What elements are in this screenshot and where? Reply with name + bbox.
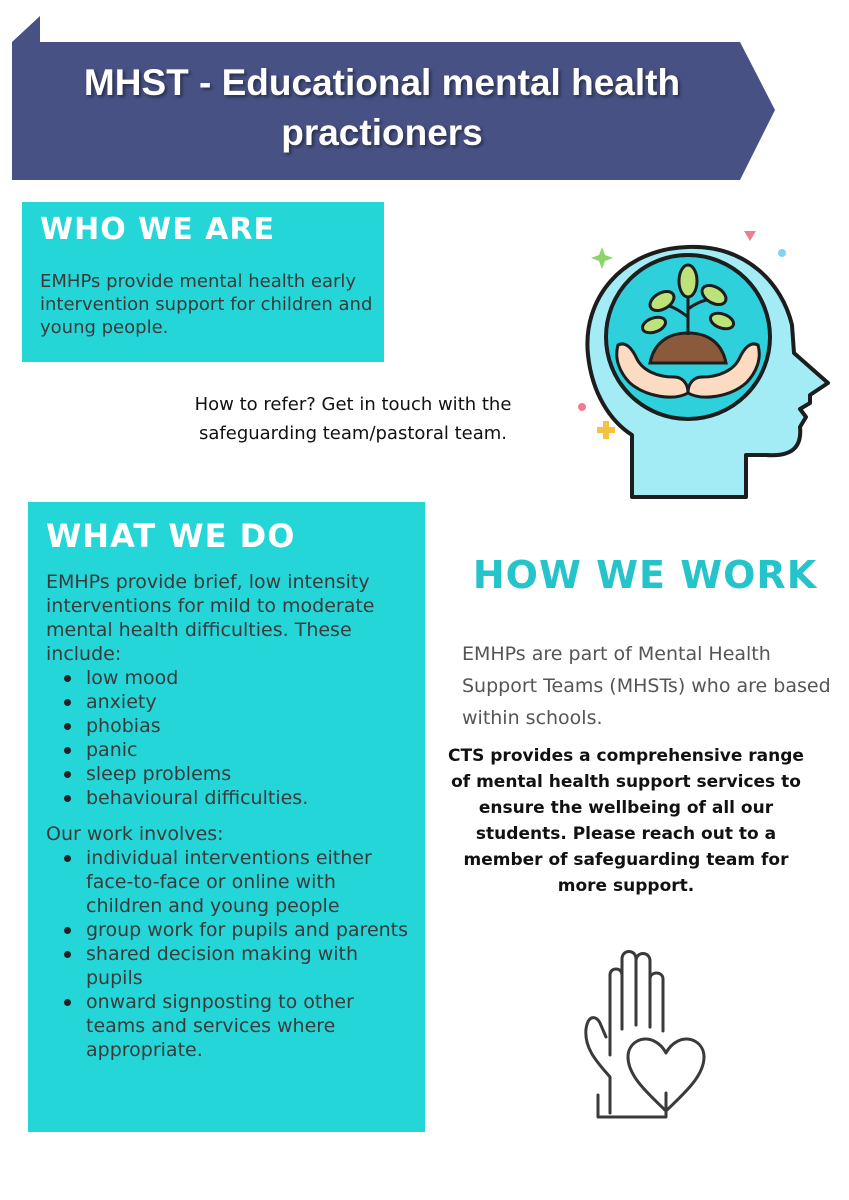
work-list: [46, 846, 415, 1062]
who-we-are-box: [22, 202, 384, 362]
how-we-work-text: EMHPs are part of Mental Health Support Teams (MHSTs) who are based within schools.: [462, 643, 831, 729]
hand-holding-heart-icon: [570, 945, 720, 1129]
how-to-refer-text: How to refer? Get in touch with the safeguarding team/pastoral team.: [194, 394, 512, 444]
page-title: MHST - Educational mental health practioners: [83, 62, 681, 153]
list-item: onward signposting to other teams and services where appropriate.: [62, 990, 415, 1062]
what-we-do-box: [28, 502, 425, 1132]
list-item: low mood: [62, 666, 415, 690]
list-item: anxiety: [62, 690, 415, 714]
head-with-plant-in-hands-icon: [570, 225, 840, 504]
cts-support-text: CTS provides a comprehensive range of mental health support services to ensure the wellbeing of all our students. Please reach out to a member of safeguarding team for more support.: [448, 746, 804, 896]
title-banner: [0, 0, 849, 190]
what-we-do-intro: EMHPs provide brief, low intensity interventions for mild to moderate mental health difficulties. These include:: [46, 571, 375, 665]
list-item: individual interventions either face-to-face or online with children and young people: [62, 846, 415, 918]
list-item: behavioural difficulties.: [62, 786, 415, 810]
list-item: sleep problems: [62, 762, 415, 786]
who-we-are-heading: WHO WE ARE: [40, 212, 275, 247]
what-we-do-heading: WHAT WE DO: [46, 517, 296, 555]
our-work-intro: Our work involves:: [46, 823, 224, 845]
list-item: panic: [62, 738, 415, 762]
list-item: group work for pupils and parents: [62, 918, 415, 942]
list-item: shared decision making with pupils: [62, 942, 415, 990]
how-we-work-heading: HOW WE WORK: [472, 553, 818, 597]
list-item: phobias: [62, 714, 415, 738]
difficulties-list: [46, 666, 415, 810]
who-we-are-text: EMHPs provide mental health early intervention support for children and young people.: [40, 271, 373, 338]
